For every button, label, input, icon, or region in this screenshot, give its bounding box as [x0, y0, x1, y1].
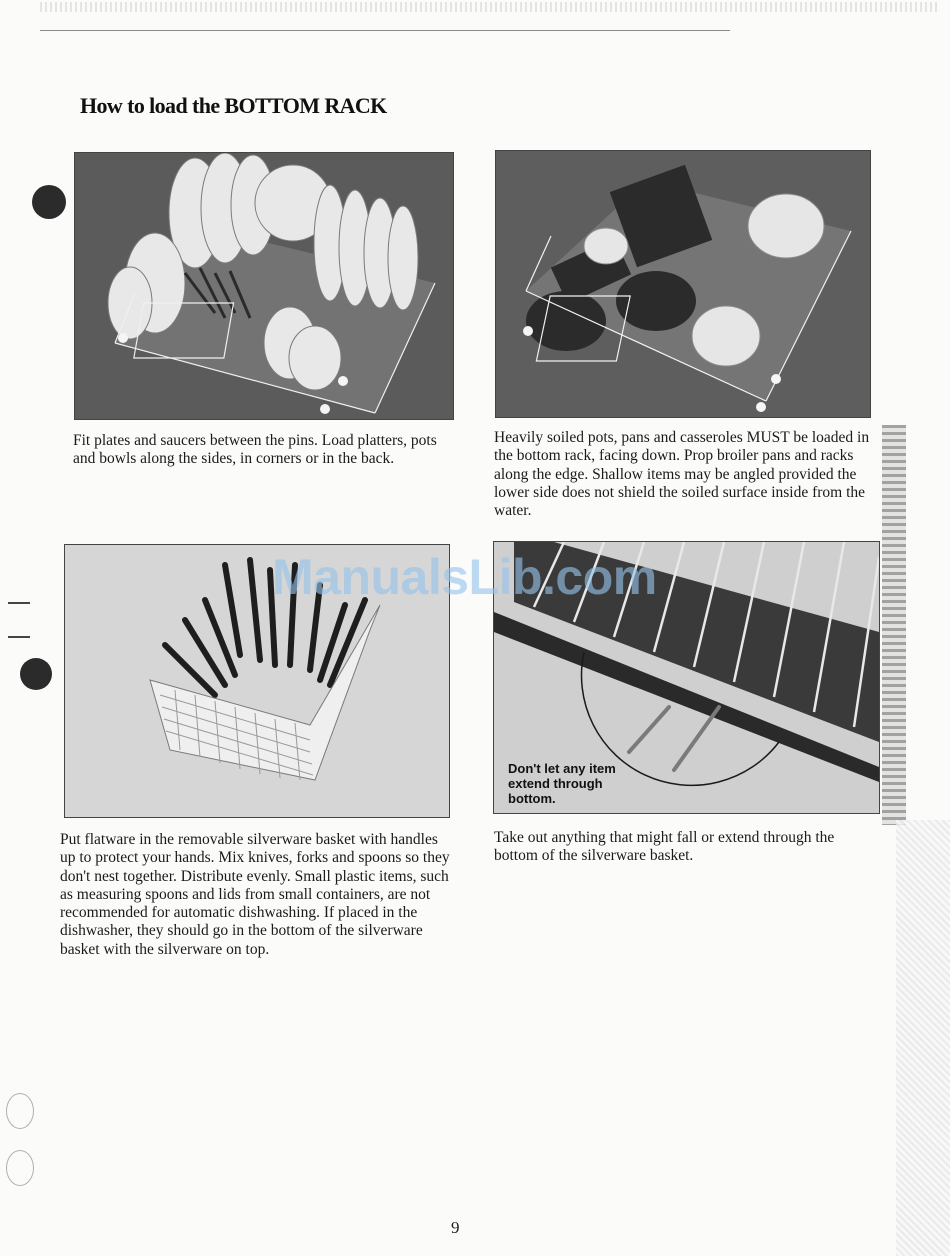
page-title: How to load the BOTTOM RACK — [80, 93, 387, 118]
basket-bottom-callout: Don't let any item extend through bottom. — [508, 761, 616, 806]
silverware-basket-caption: Put flatware in the removable silverware basket with handles up to protect your hands. Mix knives, forks and spoons so they don't nest together. Distribute evenly. Small plastic items, such as measuring spoons and lids from small containers, are not recommended for automatic dishwashing. If placed in the dishwasher, they should go in the bottom of the silverware basket with the silverware on top. — [60, 831, 450, 958]
edge-mark — [8, 602, 30, 604]
dinnerware-in-bottom-rack-photo — [74, 152, 454, 420]
edge-mark — [8, 636, 30, 638]
basket-bottom-caption: Take out anything that might fall or extend through the bottom of the silverware basket. — [494, 829, 835, 865]
pots-and-pans-in-bottom-rack-photo — [495, 150, 871, 418]
binder-ring-icon — [6, 1093, 34, 1129]
top-rule — [40, 30, 730, 31]
scan-noise-top — [40, 2, 940, 12]
dinnerware-caption: Fit plates and saucers between the pins. Load platters, pots and bowls along the sides, in corners or in the back. — [73, 432, 437, 468]
binder-ring-icon — [6, 1150, 34, 1186]
scan-noise-right — [882, 425, 906, 825]
punch-hole-icon — [32, 185, 66, 219]
scan-noise-right-edge — [896, 820, 950, 1256]
pots-and-pans-caption: Heavily soiled pots, pans and casseroles MUST be loaded in the bottom rack, facing down. Prop broiler pans and racks along the edge. Shallow items may be angled provided the lower side does not shield the soiled surface inside from the water. — [494, 429, 870, 520]
punch-hole-icon — [20, 658, 52, 690]
page-number: 9 — [451, 1218, 460, 1237]
manualslib-watermark: ManualsLib.com — [272, 549, 657, 605]
